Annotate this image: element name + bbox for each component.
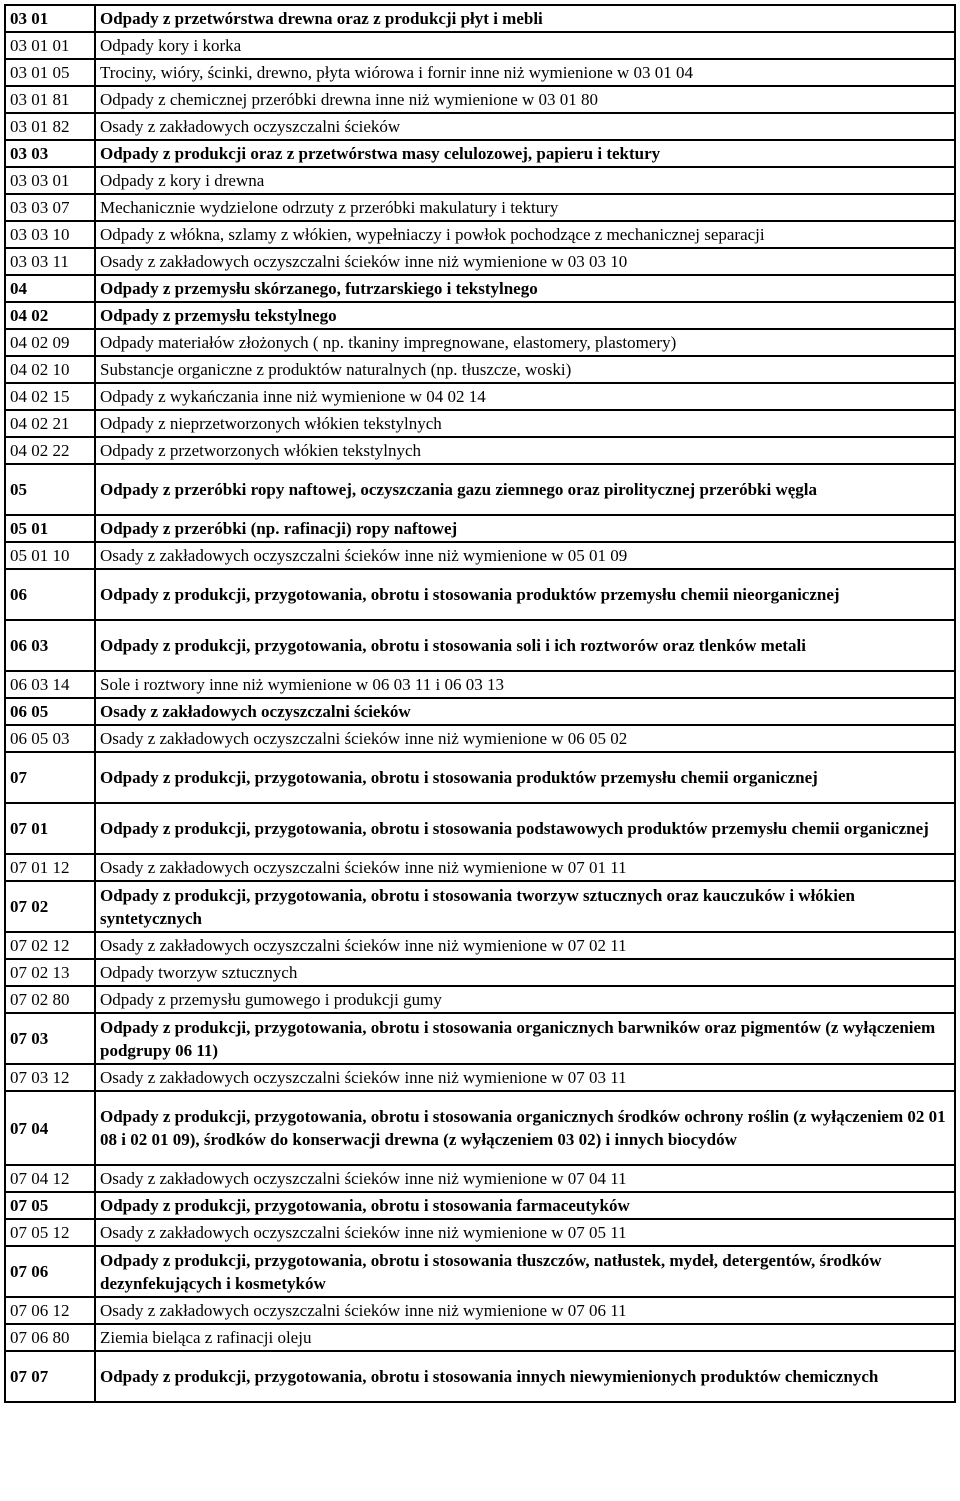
waste-code-cell: 03 01 — [5, 5, 95, 32]
waste-code-cell: 05 01 10 — [5, 542, 95, 569]
table-row — [5, 1013, 955, 1064]
waste-code-cell: 06 03 — [5, 620, 95, 671]
table-row — [5, 986, 955, 1013]
waste-code-cell: 05 — [5, 464, 95, 515]
waste-code-cell: 04 02 15 — [5, 383, 95, 410]
table-row — [5, 854, 955, 881]
table-row — [5, 356, 955, 383]
table-row — [5, 620, 955, 671]
waste-code-cell: 06 — [5, 569, 95, 620]
table-row — [5, 1219, 955, 1246]
waste-description-cell: Odpady z produkcji, przygotowania, obrotu i stosowania produktów przemysłu chemii nieorganicznej — [95, 569, 955, 620]
waste-code-cell: 04 02 10 — [5, 356, 95, 383]
table-row — [5, 1064, 955, 1091]
waste-code-cell: 07 04 — [5, 1091, 95, 1165]
waste-code-cell: 04 02 22 — [5, 437, 95, 464]
table-row — [5, 803, 955, 854]
waste-code-cell: 07 02 12 — [5, 932, 95, 959]
waste-description-cell: Odpady z przemysłu tekstylnego — [95, 302, 955, 329]
waste-code-cell: 04 02 — [5, 302, 95, 329]
waste-code-cell: 06 03 14 — [5, 671, 95, 698]
waste-code-table — [4, 4, 956, 1403]
table-row — [5, 383, 955, 410]
table-row — [5, 464, 955, 515]
waste-description-cell: Odpady z nieprzetworzonych włókien tekstylnych — [95, 410, 955, 437]
waste-code-cell: 03 01 82 — [5, 113, 95, 140]
table-row — [5, 1192, 955, 1219]
waste-description-cell: Odpady z chemicznej przeróbki drewna inne niż wymienione w 03 01 80 — [95, 86, 955, 113]
table-row — [5, 1324, 955, 1351]
waste-description-cell: Substancje organiczne z produktów naturalnych (np. tłuszcze, woski) — [95, 356, 955, 383]
table-row — [5, 410, 955, 437]
waste-description-cell: Odpady z produkcji, przygotowania, obrotu i stosowania soli i ich roztworów oraz tlenków metali — [95, 620, 955, 671]
waste-code-cell: 07 01 12 — [5, 854, 95, 881]
waste-description-cell: Odpady z kory i drewna — [95, 167, 955, 194]
waste-description-cell: Odpady z przemysłu gumowego i produkcji gumy — [95, 986, 955, 1013]
waste-description-cell: Mechanicznie wydzielone odrzuty z przeróbki makulatury i tektury — [95, 194, 955, 221]
table-row — [5, 1091, 955, 1165]
waste-code-cell: 03 03 — [5, 140, 95, 167]
waste-description-cell: Odpady z produkcji, przygotowania, obrotu i stosowania innych niewymienionych produktów chemicznych — [95, 1351, 955, 1402]
waste-description-cell: Odpady z przemysłu skórzanego, futrzarskiego i tekstylnego — [95, 275, 955, 302]
waste-code-cell: 06 05 — [5, 698, 95, 725]
waste-code-cell: 03 03 01 — [5, 167, 95, 194]
waste-code-cell: 07 02 80 — [5, 986, 95, 1013]
waste-description-cell: Trociny, wióry, ścinki, drewno, płyta wiórowa i fornir inne niż wymienione w 03 01 04 — [95, 59, 955, 86]
waste-description-cell: Odpady z przeróbki (np. rafinacji) ropy naftowej — [95, 515, 955, 542]
waste-description-cell: Odpady z wykańczania inne niż wymienione w 04 02 14 — [95, 383, 955, 410]
waste-code-cell: 06 05 03 — [5, 725, 95, 752]
waste-description-cell: Osady z zakładowych oczyszczalni ścieków inne niż wymienione w 07 06 11 — [95, 1297, 955, 1324]
waste-code-cell: 04 02 09 — [5, 329, 95, 356]
waste-description-cell: Odpady z produkcji, przygotowania, obrotu i stosowania tworzyw sztucznych oraz kauczuków i włókien syntetycznych — [95, 881, 955, 932]
table-row — [5, 248, 955, 275]
waste-code-cell: 07 02 13 — [5, 959, 95, 986]
table-row — [5, 569, 955, 620]
waste-description-cell: Odpady materiałów złożonych ( np. tkaniny impregnowane, elastomery, plastomery) — [95, 329, 955, 356]
waste-description-cell: Odpady z przetworzonych włókien tekstylnych — [95, 437, 955, 464]
waste-description-cell: Ziemia bieląca z rafinacji oleju — [95, 1324, 955, 1351]
waste-description-cell: Osady z zakładowych oczyszczalni ścieków inne niż wymienione w 07 05 11 — [95, 1219, 955, 1246]
waste-description-cell: Odpady z produkcji oraz z przetwórstwa masy celulozowej, papieru i tektury — [95, 140, 955, 167]
table-row — [5, 671, 955, 698]
waste-code-cell: 07 07 — [5, 1351, 95, 1402]
waste-description-cell: Odpady kory i korka — [95, 32, 955, 59]
waste-description-cell: Odpady tworzyw sztucznych — [95, 959, 955, 986]
table-row — [5, 302, 955, 329]
waste-code-cell: 07 05 — [5, 1192, 95, 1219]
waste-description-cell: Osady z zakładowych oczyszczalni ścieków — [95, 113, 955, 140]
table-row — [5, 437, 955, 464]
table-row — [5, 59, 955, 86]
table-row — [5, 167, 955, 194]
table-row — [5, 752, 955, 803]
table-row — [5, 194, 955, 221]
table-row — [5, 1246, 955, 1297]
waste-description-cell: Osady z zakładowych oczyszczalni ścieków — [95, 698, 955, 725]
waste-description-cell: Odpady z produkcji, przygotowania, obrotu i stosowania organicznych barwników oraz pigmentów (z wyłączeniem podgrupy 06 11) — [95, 1013, 955, 1064]
table-row — [5, 1297, 955, 1324]
waste-code-cell: 07 06 80 — [5, 1324, 95, 1351]
table-row — [5, 881, 955, 932]
waste-code-cell: 07 04 12 — [5, 1165, 95, 1192]
table-row — [5, 140, 955, 167]
waste-code-cell: 07 06 12 — [5, 1297, 95, 1324]
waste-code-cell: 07 01 — [5, 803, 95, 854]
table-row — [5, 959, 955, 986]
waste-description-cell: Osady z zakładowych oczyszczalni ścieków inne niż wymienione w 03 03 10 — [95, 248, 955, 275]
waste-description-cell: Odpady z przeróbki ropy naftowej, oczyszczania gazu ziemnego oraz pirolitycznej przeróbki węgla — [95, 464, 955, 515]
waste-description-cell: Osady z zakładowych oczyszczalni ścieków inne niż wymienione w 07 03 11 — [95, 1064, 955, 1091]
table-row — [5, 515, 955, 542]
table-row — [5, 86, 955, 113]
waste-description-cell: Odpady z przetwórstwa drewna oraz z produkcji płyt i mebli — [95, 5, 955, 32]
waste-description-cell: Odpady z produkcji, przygotowania, obrotu i stosowania tłuszczów, natłustek, mydeł, detergentów, środków dezynfekujących i kosmetyków — [95, 1246, 955, 1297]
waste-code-table-body — [5, 5, 955, 1402]
table-row — [5, 113, 955, 140]
table-row — [5, 542, 955, 569]
waste-description-cell: Odpady z włókna, szlamy z włókien, wypełniaczy i powłok pochodzące z mechanicznej separacji — [95, 221, 955, 248]
table-row — [5, 32, 955, 59]
waste-code-cell: 05 01 — [5, 515, 95, 542]
waste-code-cell: 03 01 01 — [5, 32, 95, 59]
waste-description-cell: Osady z zakładowych oczyszczalni ścieków inne niż wymienione w 07 01 11 — [95, 854, 955, 881]
waste-description-cell: Odpady z produkcji, przygotowania, obrotu i stosowania farmaceutyków — [95, 1192, 955, 1219]
waste-description-cell: Sole i roztwory inne niż wymienione w 06 03 11 i 06 03 13 — [95, 671, 955, 698]
waste-description-cell: Osady z zakładowych oczyszczalni ścieków inne niż wymienione w 06 05 02 — [95, 725, 955, 752]
table-row — [5, 5, 955, 32]
waste-code-cell: 07 — [5, 752, 95, 803]
waste-code-cell: 07 02 — [5, 881, 95, 932]
waste-description-cell: Osady z zakładowych oczyszczalni ścieków inne niż wymienione w 05 01 09 — [95, 542, 955, 569]
table-row — [5, 932, 955, 959]
waste-code-cell: 07 06 — [5, 1246, 95, 1297]
waste-code-cell: 03 03 11 — [5, 248, 95, 275]
table-row — [5, 329, 955, 356]
waste-code-cell: 03 01 05 — [5, 59, 95, 86]
waste-code-cell: 07 05 12 — [5, 1219, 95, 1246]
table-row — [5, 221, 955, 248]
table-row — [5, 1165, 955, 1192]
waste-code-cell: 04 02 21 — [5, 410, 95, 437]
waste-description-cell: Odpady z produkcji, przygotowania, obrotu i stosowania organicznych środków ochrony roślin (z wyłączeniem 02 01 08 i 02 01 09), środków do konserwacji drewna (z wyłączeniem 03 02) i innych biocydów — [95, 1091, 955, 1165]
waste-code-cell: 07 03 12 — [5, 1064, 95, 1091]
table-row — [5, 1351, 955, 1402]
waste-description-cell: Osady z zakładowych oczyszczalni ścieków inne niż wymienione w 07 04 11 — [95, 1165, 955, 1192]
waste-code-cell: 04 — [5, 275, 95, 302]
waste-code-cell: 03 03 10 — [5, 221, 95, 248]
waste-code-cell: 03 01 81 — [5, 86, 95, 113]
waste-description-cell: Odpady z produkcji, przygotowania, obrotu i stosowania produktów przemysłu chemii organicznej — [95, 752, 955, 803]
waste-description-cell: Osady z zakładowych oczyszczalni ścieków inne niż wymienione w 07 02 11 — [95, 932, 955, 959]
table-row — [5, 275, 955, 302]
waste-description-cell: Odpady z produkcji, przygotowania, obrotu i stosowania podstawowych produktów przemysłu chemii organicznej — [95, 803, 955, 854]
waste-code-cell: 07 03 — [5, 1013, 95, 1064]
table-row — [5, 698, 955, 725]
table-row — [5, 725, 955, 752]
waste-code-cell: 03 03 07 — [5, 194, 95, 221]
